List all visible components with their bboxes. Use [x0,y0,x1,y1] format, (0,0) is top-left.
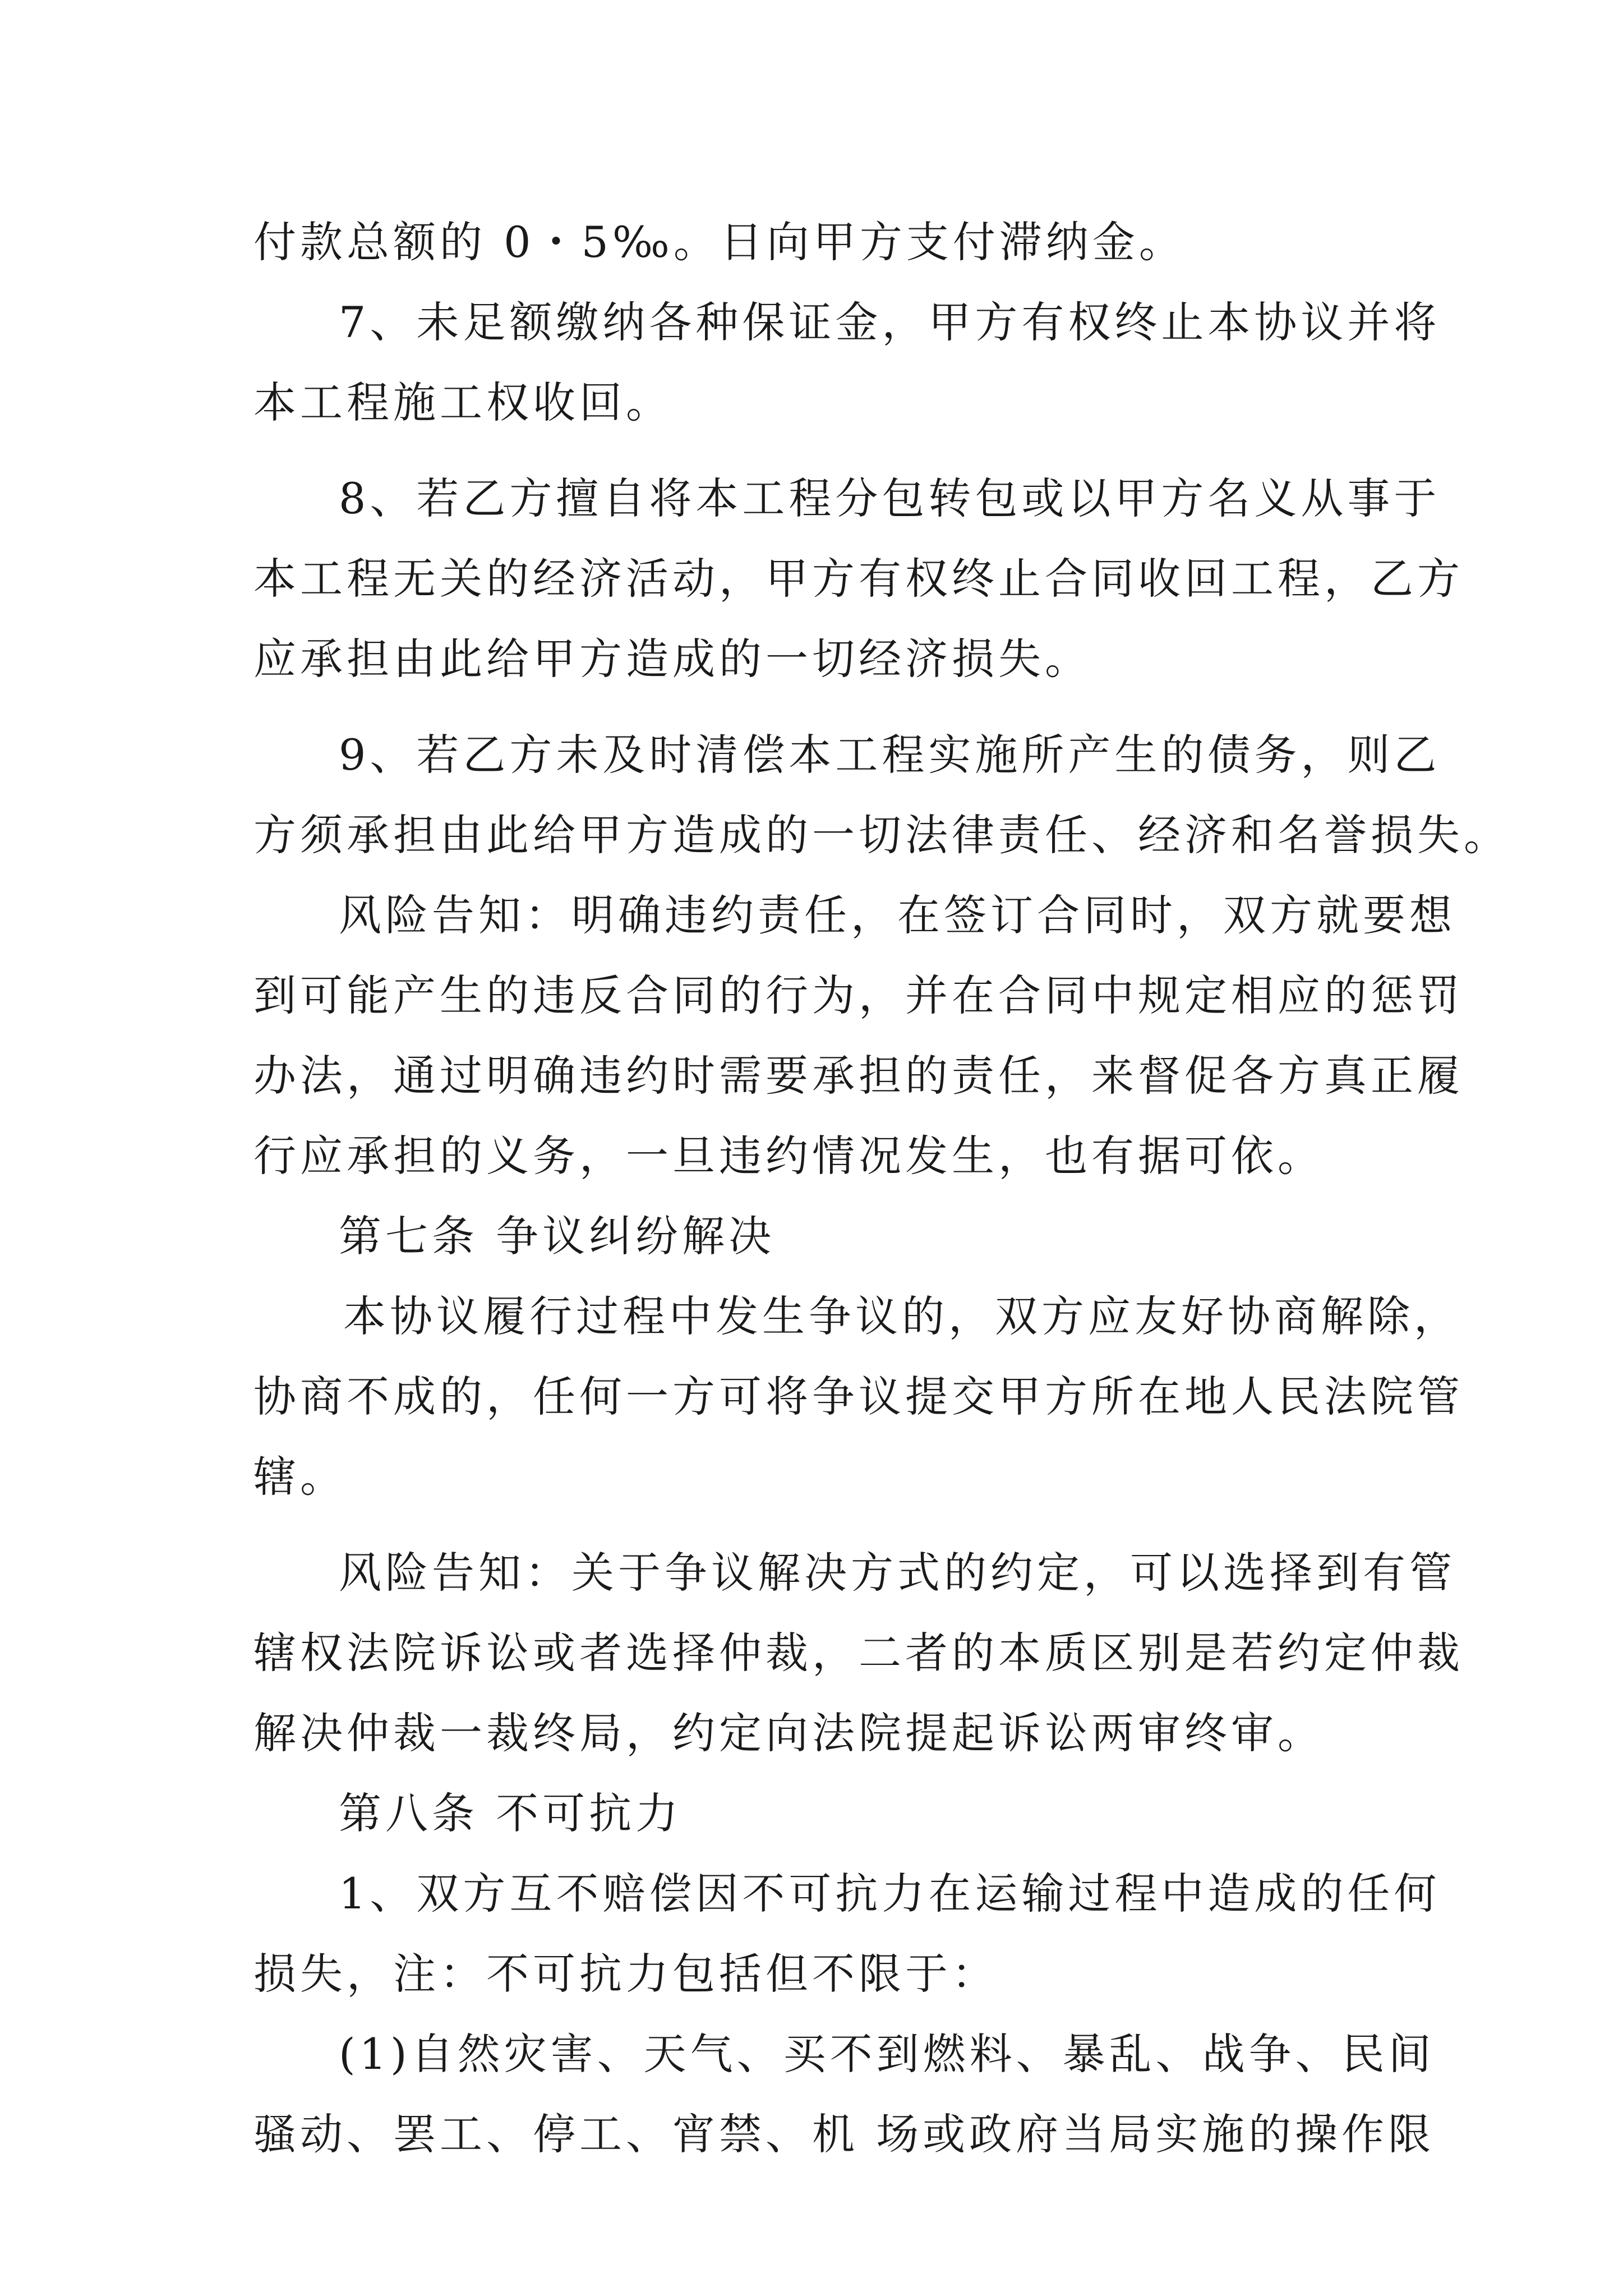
paragraph [253,202,1375,282]
text-line: 骚动、罢工、停工、宵禁、机 场或政府当局实施的操作限 [253,2109,1435,2159]
text-line: 方须承担由此给甲方造成的一切法律责任、经济和名誉损失。 [253,810,1510,860]
text-line: 协商不成的，任何一方可将争议提交甲方所在地人民法院管 [253,1372,1464,1421]
text-line: 8、若乙方擅自将本工程分包转包或以甲方名义从事于 [339,473,1441,523]
text-line: 7、未足额缴纳各种保证金，甲方有权终止本协议并将 [339,297,1441,347]
text-line: 风险告知：明确违约责任，在签订合同时，双方就要想 [339,890,1456,940]
paragraph [253,715,1510,875]
paragraph [253,2014,1435,2174]
text-line: 风险告知：关于争议解决方式的约定，可以选择到有管 [339,1548,1456,1598]
paragraph [253,1533,1464,1773]
section-title: 第八条 不可抗力 [339,1788,683,1838]
text-line: 损失，注：不可抗力包括但不限于： [253,1949,998,1999]
section-heading [253,1773,1375,1853]
paragraph [253,875,1464,1196]
text-line: 付款总额的 0・5‰。日向甲方支付滞纳金。 [253,217,1186,267]
paragraph [253,1276,1464,1517]
text-line: 辖权法院诉讼或者选择仲裁，二者的本质区别是若约定仲裁 [253,1628,1464,1678]
text-line: 本协议履行过程中发生争议的，双方应友好协商解除， [343,1291,1460,1341]
text-line: 办法，通过明确违约时需要承担的责任，来督促各方真正履 [253,1051,1464,1101]
document-body [253,202,1510,2174]
text-line: 解决仲裁一裁终局，约定向法院提起诉讼两审终审。 [253,1708,1324,1758]
text-line: 到可能产生的违反合同的行为，并在合同中规定相应的惩罚 [253,970,1464,1020]
text-line: 9、若乙方未及时清偿本工程实施所产生的债务，则乙 [339,730,1441,780]
paragraph [253,1853,1441,2014]
text-line: (1)自然灾害、天气、买不到燃料、暴乱、战争、民间 [339,2029,1435,2079]
paragraph [253,458,1464,699]
text-line: 本工程施工权收回。 [253,378,672,427]
section-title: 第七条 争议纠纷解决 [339,1211,776,1261]
paragraph [253,282,1441,443]
section-heading [253,1196,1375,1276]
text-line: 行应承担的义务，一旦违约情况发生，也有据可依。 [253,1131,1324,1181]
text-line: 1、双方互不赔偿因不可抗力在运输过程中造成的任何 [339,1869,1441,1918]
text-line: 本工程无关的经济活动，甲方有权终止合同收回工程，乙方 [253,554,1464,604]
text-line: 应承担由此给甲方造成的一切经济损失。 [253,634,1091,684]
text-line: 辖。 [253,1452,347,1502]
